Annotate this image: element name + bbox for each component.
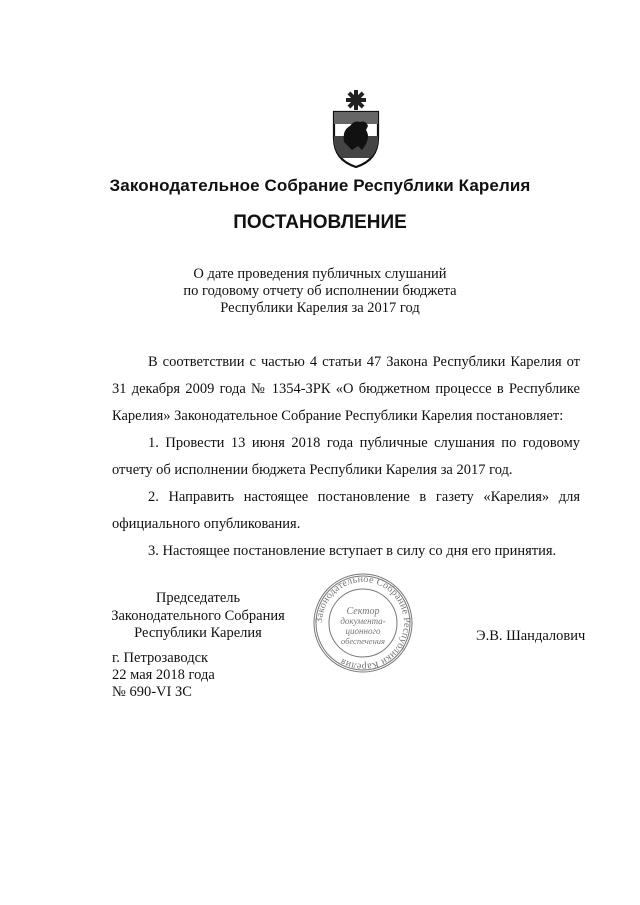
subject-line: по годовому отчету об исполнении бюджета — [183, 283, 457, 299]
document-type-heading: ПОСТАНОВЛЕНИЕ — [233, 212, 407, 233]
resolution-item-2: 2. Направить настоящее постановление в газету «Карелия» для официального опубликования. — [112, 489, 580, 532]
resolution-item-3: 3. Настоящее постановление вступает в силу со дня его принятия. — [148, 543, 557, 559]
signatory-title — [108, 590, 288, 643]
stamp-inner-line: документа- — [340, 616, 386, 626]
official-stamp — [312, 572, 414, 674]
stamp-inner-line: обеспечения — [340, 636, 386, 646]
subject-line: О дате проведения публичных слушаний — [193, 266, 447, 282]
resolution-body — [112, 349, 580, 565]
signatory-title-line: Республики Карелия — [134, 625, 262, 641]
stamp-inner-line: ционного — [345, 626, 381, 636]
stamp-inner-line: Сектор — [346, 606, 380, 617]
resolution-item-1: 1. Провести 13 июня 2018 года публичные слушания по годовому отчету об исполнении бюджета Республики Карелия за 2017 год. — [112, 435, 580, 478]
document-subject — [0, 266, 640, 317]
stamp-outer-text: Законодательное Собрание Республики Карелия — [313, 573, 413, 673]
document-number: № 690-VI ЗС — [112, 684, 192, 700]
document-footer — [112, 650, 215, 701]
subject-line: Республики Карелия за 2017 год — [220, 300, 420, 316]
city: г. Петрозаводск — [112, 650, 209, 666]
signatory-name: Э.В. Шандалович — [476, 628, 586, 644]
preamble-paragraph: В соответствии с частью 4 статьи 47 Закона Республики Карелия от 31 декабря 2009 года № 1354-ЗРК «О бюджетном процессе в Республике Карелия» Законодательное Собрание Республики Карелия постановляет: — [112, 354, 580, 424]
signatory-title-line: Законодательного Собрания — [111, 607, 285, 624]
document-date: 22 мая 2018 года — [112, 667, 215, 683]
organization-title: Законодательное Собрание Республики Карелия — [109, 176, 531, 195]
coat-of-arms-emblem — [330, 90, 382, 168]
signatory-title-line: Председатель — [155, 590, 241, 606]
